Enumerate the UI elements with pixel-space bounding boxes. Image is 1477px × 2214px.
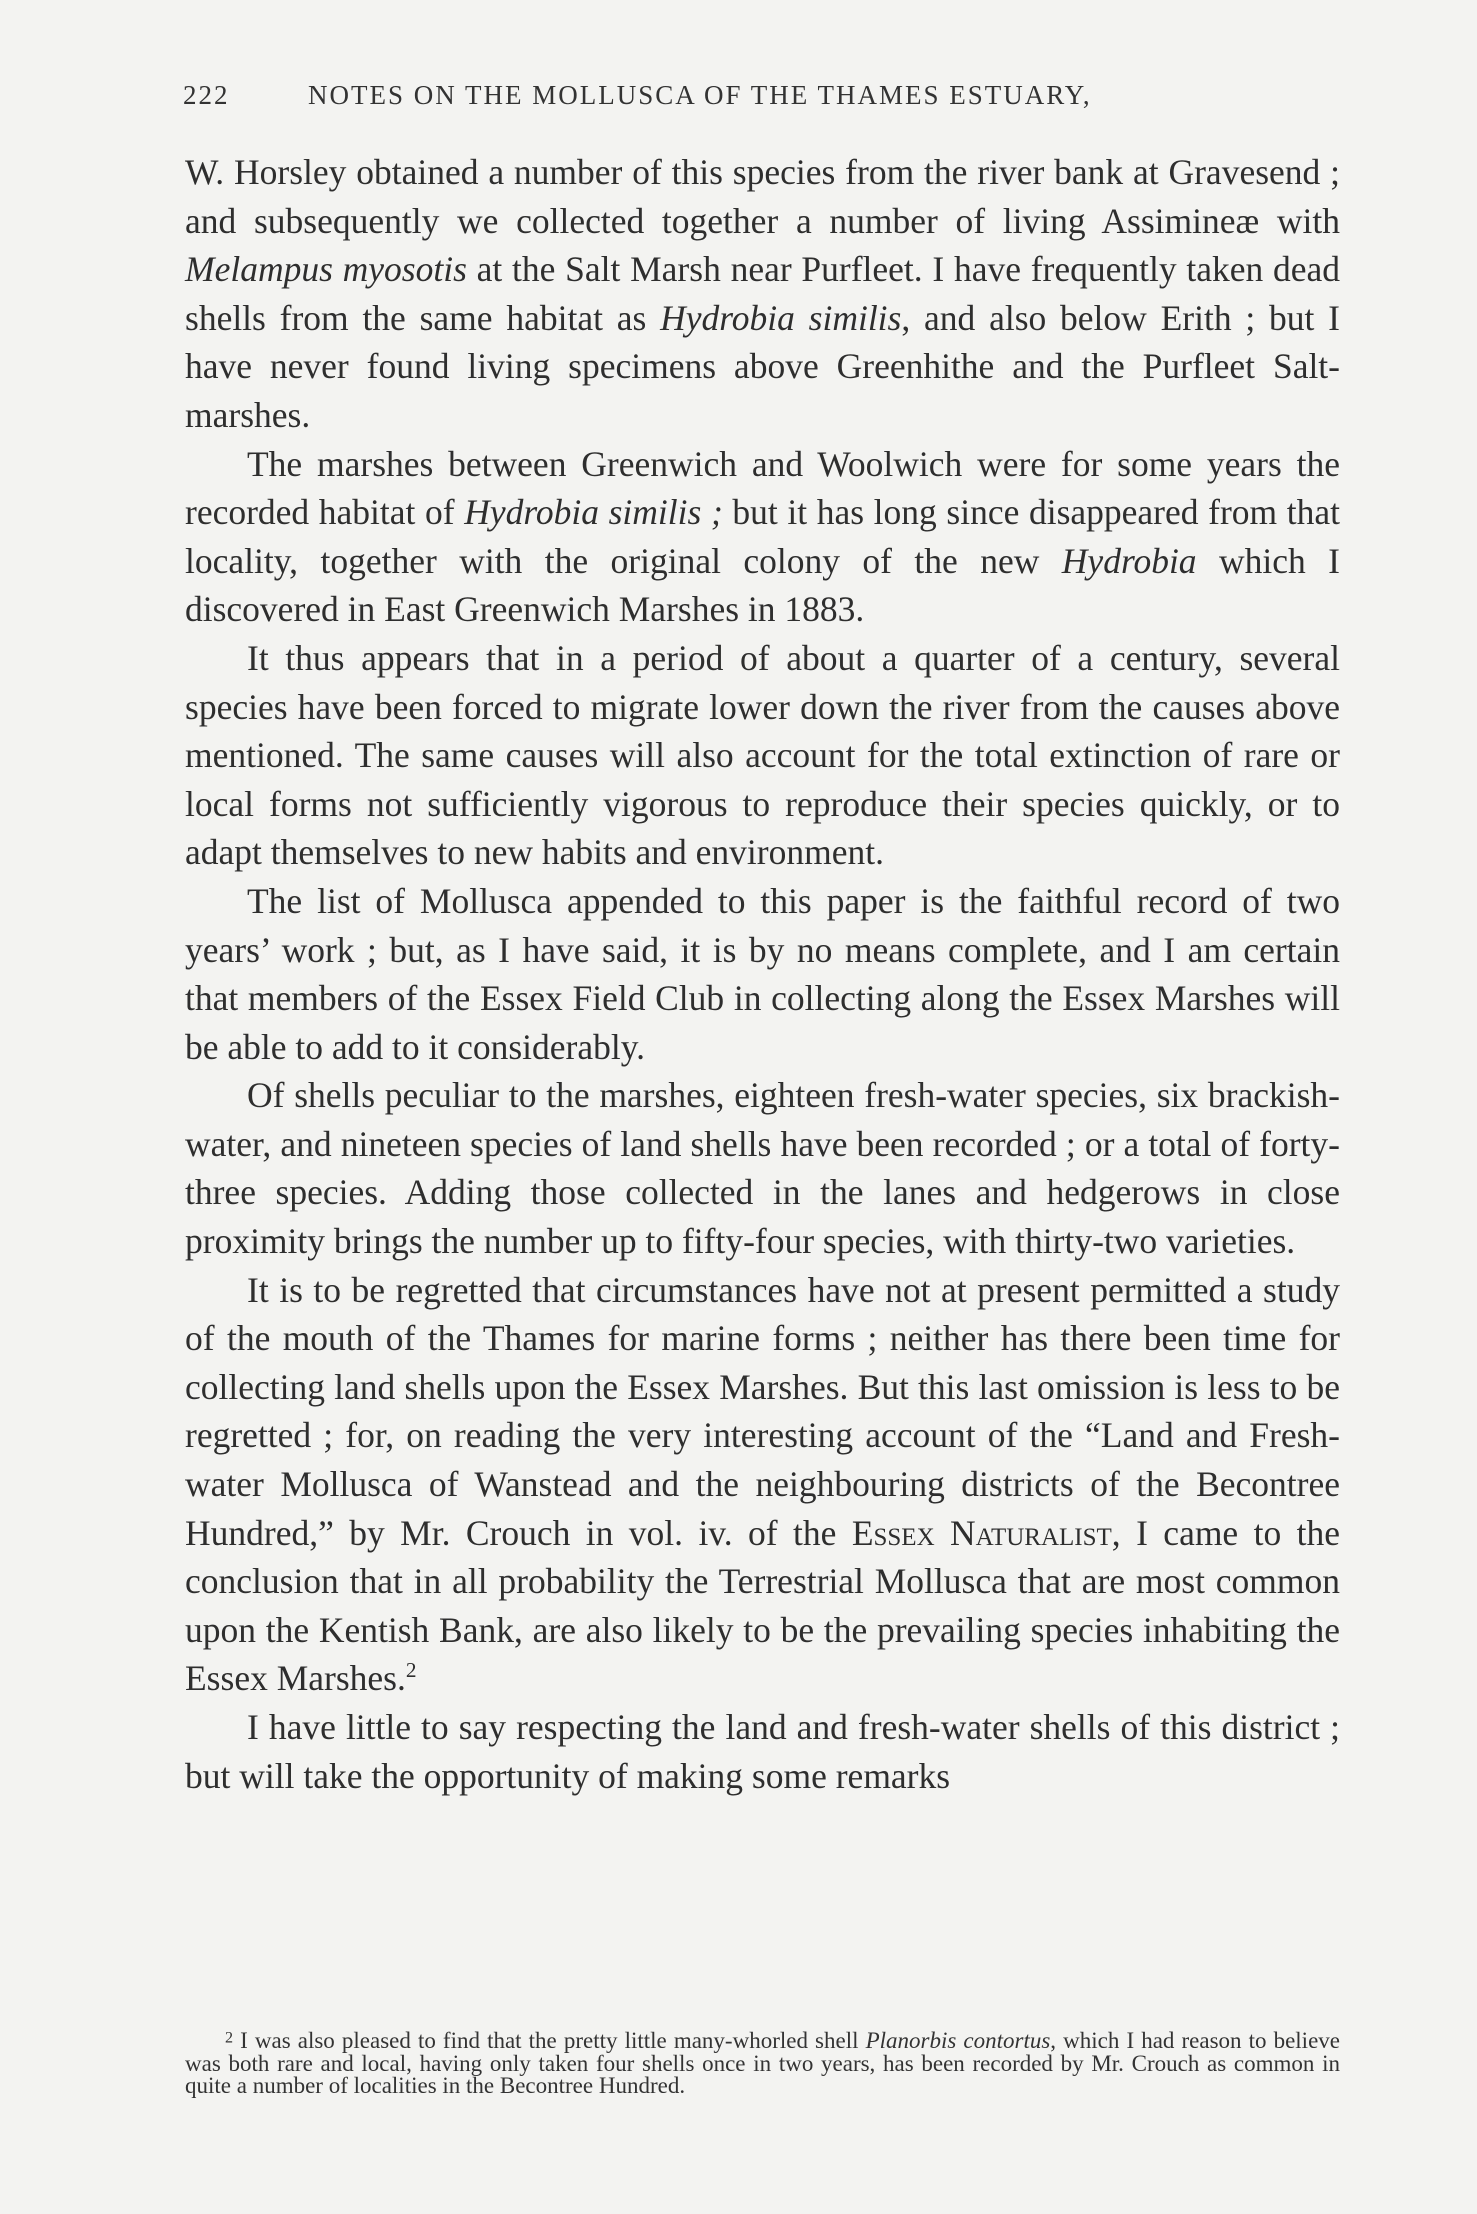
species-name: Planorbis contortus <box>865 2028 1051 2053</box>
species-name: Hydrobia similis <box>660 297 902 338</box>
paragraph-text: It is to be regretted that circumstances have not at present permitted a study of the mouth of the Thames for marine forms ; neither has there been time for collecting land shells upon the Essex Marshes. But this last omission is less to be regretted ; for, on reading the very interesting account of the “Land and Fresh-water Mollusca of Wanstead and the neighbouring districts of the Becontree Hundred,” by Mr. Crouch in vol. iv. of the <box>185 1269 1340 1553</box>
footnote-text-part: I was also pleased to find that the pretty little many-whorled shell <box>233 2028 866 2053</box>
footnote-marker: 2 <box>225 2029 234 2047</box>
paragraph-5: Of shells peculiar to the marshes, eighteen fresh-water species, six brackish-water, and nineteen species of land shells have been recorded ; or a total of forty-three species. Adding those collected in the lanes and hedgerows in close proximity brings the number up to fifty-four species, with thirty-two varieties. <box>185 1075 1340 1262</box>
paragraph-text: , and also below Erith ; but I have never found living specimens above Greenhithe and the Purfleet Salt-marshes. <box>185 297 1340 435</box>
paragraph-text: The marshes between Greenwich and Woolwich were for some years the recorded habitat of <box>185 443 1340 533</box>
paragraph-4: The list of Mollusca appended to this paper is the faithful record of two years’ work ; but, as I have said, it is by no means complete, and I am certain that members of the Essex Field Club in collecting along the Essex Marshes will be able to add to it considerably. <box>185 880 1340 1067</box>
paragraph-text: which I discovered in East Greenwich Marshes in 1883. <box>185 540 1340 630</box>
paragraph-text: , I came to the conclusion that in all probability the Terrestrial Mollusca that are most common upon the Kentish Bank, are also likely to be the prevailing species inhabiting the Essex Marshes. <box>185 1512 1340 1699</box>
paragraph-text: W. Horsley obtained a number of this species from the river bank at Gravesend ; and subsequently we collected together a number of living Assimineæ with <box>185 152 1340 241</box>
species-name: Hydrobia <box>1061 540 1197 581</box>
footnote-text-part: , which I had reason to believe was both rare and local, having only taken four shells once in two years, has been recorded by Mr. Crouch as common in quite a number of localities in the Becontree Hundred. <box>185 2028 1340 2098</box>
running-title: NOTES ON THE MOLLUSCA OF THE THAMES ESTUARY, <box>308 80 1092 110</box>
paragraph-6 <box>185 1266 1340 1703</box>
paragraph-1 <box>185 148 1340 440</box>
journal-name: Essex Naturalist <box>851 1512 1112 1553</box>
footnote-text <box>185 2030 1340 2098</box>
paragraph-7: I have little to say respecting the land and fresh-water shells of this district ; but will take the opportunity of making some remarks <box>185 1707 1340 1796</box>
species-name: Melampus myosotis <box>185 249 467 290</box>
body-text <box>185 148 1340 1800</box>
paragraph-2 <box>185 440 1340 634</box>
species-name: Hydrobia similis ; <box>464 492 723 533</box>
footnote-reference: 2 <box>405 1658 417 1683</box>
paragraph-3: It thus appears that in a period of about a quarter of a century, several species have been forced to migrate lower down the river from the causes above mentioned. The same causes will also account for the total extinction of rare or local forms not sufficiently vigorous to reproduce their species quickly, or to adapt themselves to new habits and environment. <box>185 637 1340 873</box>
footnote <box>185 2030 1340 2098</box>
paragraph-text: but it has long since disappeared from that locality, together with the original colony of the new <box>185 492 1340 581</box>
page-number: 222 <box>183 80 230 110</box>
running-header <box>183 80 1343 111</box>
paragraph-text: at the Salt Marsh near Purfleet. I have frequently taken dead shells from the same habitat as <box>185 249 1340 338</box>
